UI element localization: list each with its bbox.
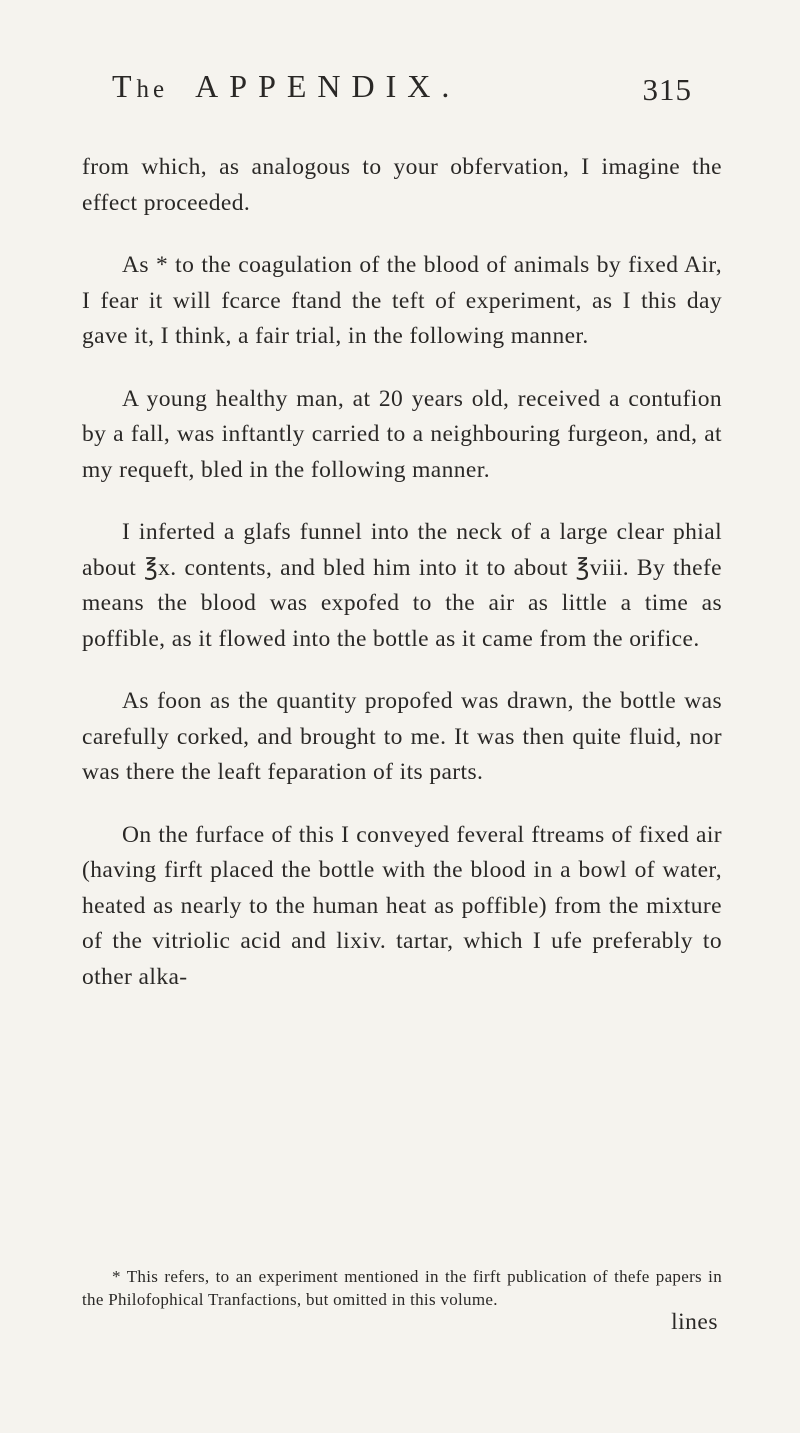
running-head-title: APPENDIX. — [195, 68, 461, 104]
running-head-initial: T — [112, 68, 137, 104]
paragraph-young-man: A young healthy man, at 20 years old, received a contufion by a fall, was inftantly carried to a neighbouring furgeon, and, at my requeft, bled in the following manner. — [82, 385, 722, 483]
paragraph-corked: As foon as the quantity propofed was drawn, the bottle was carefully corked, and brought to me. It was then quite fluid, nor was there the leaft feparation of its parts. — [82, 688, 722, 785]
footnote — [82, 1265, 722, 1311]
running-head — [112, 68, 460, 105]
page-number: 315 — [642, 72, 692, 107]
running-head-article: he — [136, 76, 169, 103]
paragraph-funnel: I inferted a glafs funnel into the neck of a large clear phial about ℥x. contents, and bled him into it to about ℥viii. By thefe means the blood was expofed to the air as little a time as poffible, as it flowed into the bottle as it came from the orifice. — [82, 519, 722, 652]
paragraph-continuation: from which, as analogous to your obfervation, I imagine the effect proceeded. — [82, 154, 722, 216]
footnote-text: * This refers, to an experiment mentioned in the firft publication of thefe papers in the Philofophical Tranfactions, but omitted in this volume. — [82, 1267, 722, 1309]
page-header — [112, 68, 692, 128]
paragraph-fixed-air: On the furface of this I conveyed feveral ftreams of fixed air (having firft placed the bottle with the blood in a bowl of water, heated as nearly to the human heat as poffible) from the mixture of the vitriolic acid and lixiv. tartar, which I ufe preferably to other alka- — [82, 821, 722, 990]
body-text — [82, 150, 722, 995]
paragraph-coagulation: As * to the coagulation of the blood of animals by fixed Air, I fear it will fcarce ftand the teft of experiment, as I this day gave it, I think, a fair trial, in the following manner. — [82, 252, 722, 349]
catchword: lines — [671, 1309, 718, 1335]
